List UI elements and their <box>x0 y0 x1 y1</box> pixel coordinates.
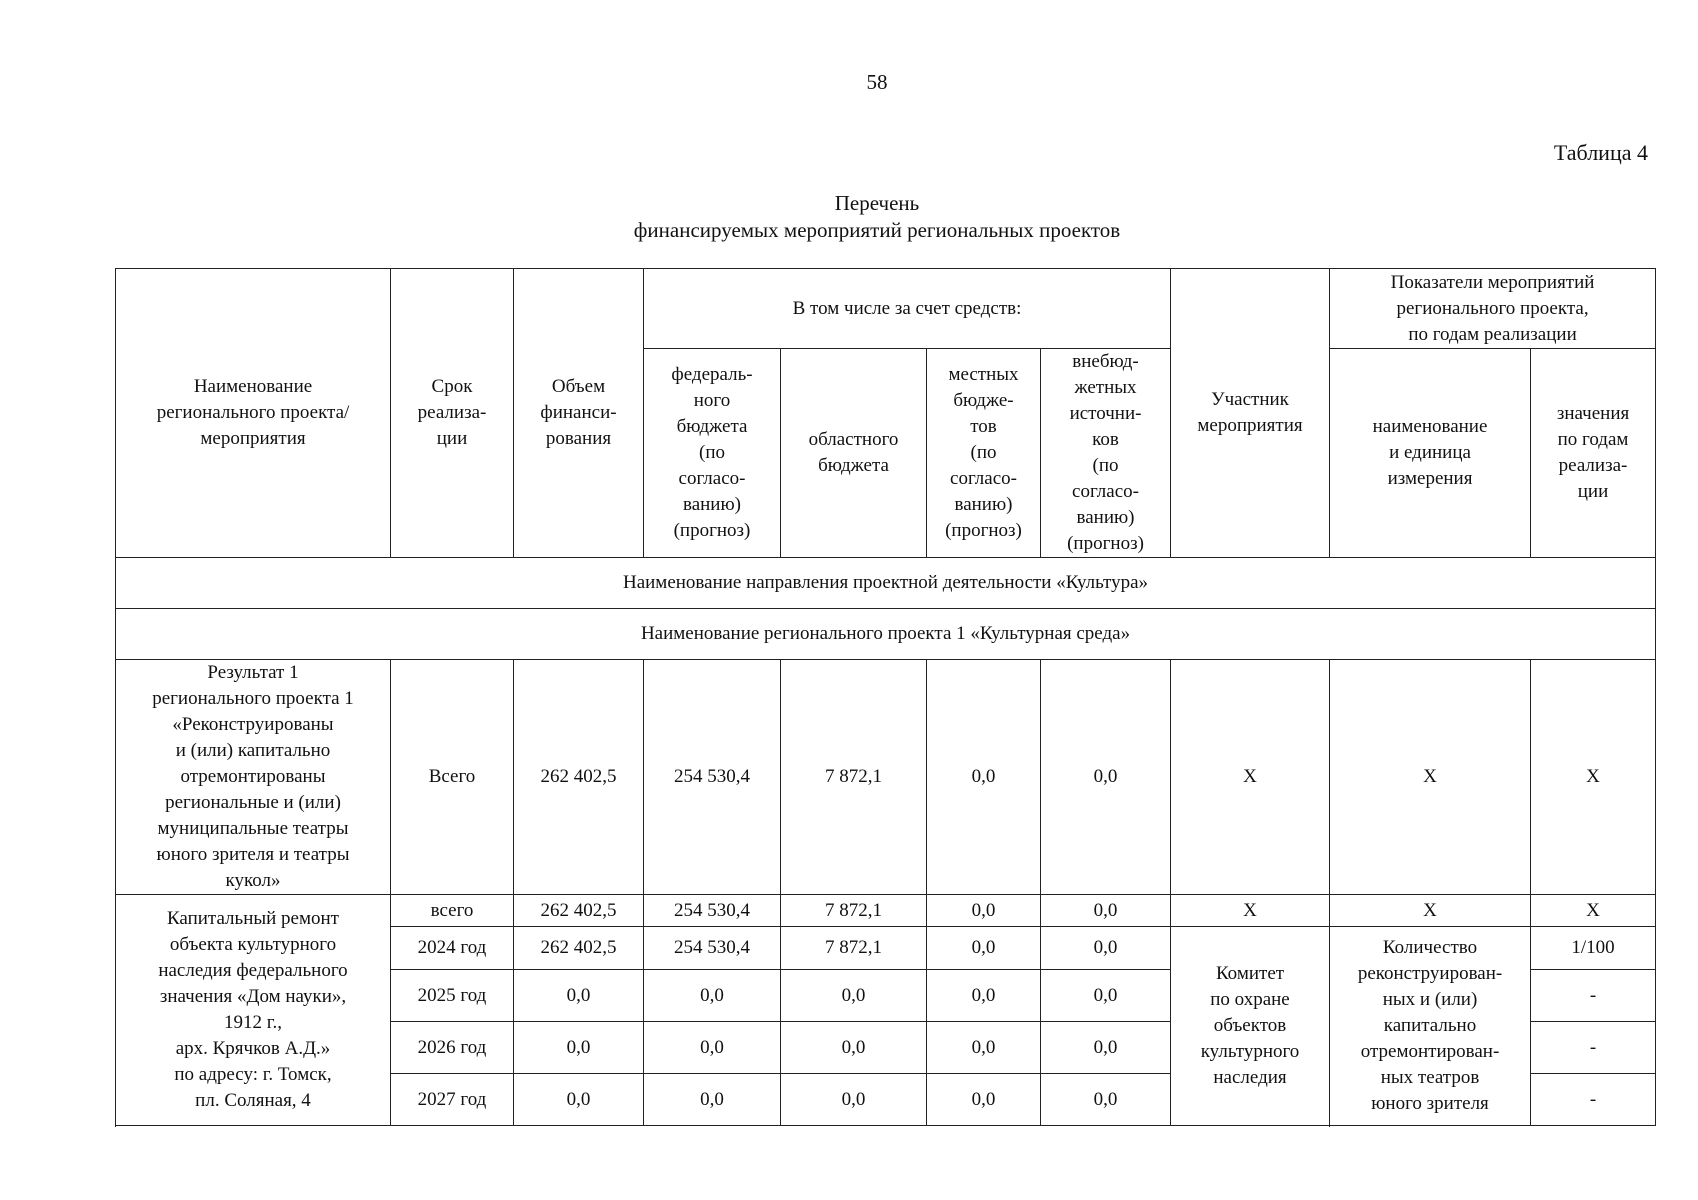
cell-line: реализа- <box>417 402 487 423</box>
header-offbudget <box>1041 349 1171 558</box>
header-row <box>116 269 1656 349</box>
cell-line: по охране <box>1210 989 1290 1010</box>
activity-volume: 262 402,5 <box>514 895 644 927</box>
activity-row <box>116 895 1656 927</box>
activity-federal: 0,0 <box>644 1074 781 1126</box>
header-indicators <box>1330 269 1656 349</box>
header-name <box>116 269 391 558</box>
cell-line: наследия федерального <box>158 960 348 981</box>
cell-line: и единица <box>1389 442 1471 463</box>
direction-title: Наименование направления проектной деятельности «Культура» <box>116 558 1656 609</box>
cell-line: внебюд- <box>1072 351 1139 372</box>
cell-line: бюдже- <box>953 390 1014 411</box>
cell-line: юного зрителя и театры <box>156 844 350 865</box>
activity-volume: 0,0 <box>514 1074 644 1126</box>
activity-volume: 262 402,5 <box>514 927 644 970</box>
cell-line: Количество <box>1382 937 1478 958</box>
cell-line: ного <box>693 390 731 411</box>
activity-offbudget: 0,0 <box>1041 1074 1171 1126</box>
cell-line: культурного <box>1200 1041 1300 1062</box>
activity-offbudget: 0,0 <box>1041 895 1171 927</box>
cell-line: (прогноз) <box>673 520 751 541</box>
financing-table <box>115 268 1656 1126</box>
header-participant <box>1171 269 1330 558</box>
cell-line: региональные и (или) <box>165 792 341 813</box>
activity-offbudget: 0,0 <box>1041 1022 1171 1074</box>
cell-line: Показатели мероприятий <box>1390 271 1595 293</box>
cell-line: Комитет <box>1215 963 1285 984</box>
header-local <box>927 349 1041 558</box>
cell-line: ных и (или) <box>1382 989 1478 1010</box>
cell-line: жетных <box>1074 377 1137 398</box>
result-row <box>116 660 1656 895</box>
cell-line: значения «Дом науки», <box>159 986 347 1007</box>
header-volume <box>514 269 644 558</box>
cell-line: объектов <box>1213 1015 1287 1036</box>
header-federal <box>644 349 781 558</box>
result-participant: Х <box>1171 660 1330 895</box>
cell-line: 1912 г., <box>224 1012 282 1033</box>
cell-line: источни- <box>1069 403 1142 424</box>
direction-row <box>116 558 1656 609</box>
cell-line: ванию) <box>954 494 1013 515</box>
cell-line: и (или) капитально <box>175 740 331 761</box>
title-line: финансируемых мероприятий региональных проектов <box>633 218 1121 242</box>
result-volume: 262 402,5 <box>514 660 644 895</box>
activity-federal: 254 530,4 <box>644 927 781 970</box>
result-term: Всего <box>391 660 514 895</box>
activity-regional: 0,0 <box>781 1022 927 1074</box>
cell-line: отремонтирован- <box>1360 1041 1500 1062</box>
activity-volume: 0,0 <box>514 1022 644 1074</box>
activity-local: 0,0 <box>927 927 1041 970</box>
title-line: Перечень <box>834 191 920 215</box>
cell-line: арх. Крячков А.Д.» <box>175 1038 331 1059</box>
table-label: Таблица 4 <box>1553 140 1648 165</box>
activity-federal: 0,0 <box>644 1022 781 1074</box>
cell-line: бюджета <box>818 455 889 476</box>
cell-line: ции <box>436 428 468 449</box>
cell-line: тов <box>970 416 997 437</box>
activity-term: 2027 год <box>391 1074 514 1126</box>
activity-local: 0,0 <box>927 895 1041 927</box>
cell-line: муниципальные театры <box>157 818 349 839</box>
cell-line: ции <box>1577 481 1609 502</box>
activity-regional: 7 872,1 <box>781 927 927 970</box>
cell-line: рования <box>545 428 612 449</box>
activity-indicator-description <box>1330 927 1531 1126</box>
page-number: 58 <box>866 70 888 94</box>
activity-local: 0,0 <box>927 1022 1041 1074</box>
cell-line: ных театров <box>1380 1067 1480 1088</box>
cell-line: Объем <box>551 376 606 397</box>
activity-indicator-value: - <box>1531 970 1656 1022</box>
cell-line: Участник <box>1211 389 1289 410</box>
cell-line: значения <box>1556 403 1630 424</box>
activity-offbudget: 0,0 <box>1041 927 1171 970</box>
activity-term: 2025 год <box>391 970 514 1022</box>
cell-line: капитально <box>1383 1015 1477 1036</box>
project-title: Наименование регионального проекта 1 «Культурная среда» <box>116 609 1656 660</box>
cell-line: отремонтированы <box>180 766 326 787</box>
cell-line: согласо- <box>1072 481 1139 502</box>
cell-line: регионального проекта/ <box>156 402 350 423</box>
activity-participant-name <box>1171 927 1330 1126</box>
cell-line: согласо- <box>678 468 746 489</box>
cell-line: ванию) <box>1076 507 1135 528</box>
table-title <box>0 190 1698 244</box>
activity-term: всего <box>391 895 514 927</box>
header-regional <box>781 349 927 558</box>
result-federal: 254 530,4 <box>644 660 781 895</box>
activity-federal: 0,0 <box>644 970 781 1022</box>
cell-line: реализа- <box>1558 455 1628 476</box>
activity-participant: Х <box>1171 895 1330 927</box>
cell-line: Капитальный ремонт <box>166 908 339 929</box>
cell-line: мероприятия <box>200 428 306 449</box>
cell-line: бюджета <box>676 416 748 437</box>
cell-line: областного <box>808 429 899 450</box>
result-offbudget: 0,0 <box>1041 660 1171 895</box>
cell-line: Срок <box>431 376 473 397</box>
cell-line: регионального проекта, <box>1396 297 1589 319</box>
cell-line: объекта культурного <box>169 934 337 955</box>
activity-volume: 0,0 <box>514 970 644 1022</box>
cell-line: пл. Соляная, 4 <box>195 1090 311 1111</box>
cell-line: (по <box>1092 455 1119 476</box>
result-indicator-name: Х <box>1330 660 1531 895</box>
activity-regional: 7 872,1 <box>781 895 927 927</box>
cell-line: ков <box>1092 429 1119 450</box>
cell-line: федераль- <box>671 364 753 385</box>
cell-line: Наименование <box>193 376 313 397</box>
header-indicator-values <box>1531 349 1656 558</box>
cell-line: регионального проекта 1 <box>152 688 354 709</box>
result-regional: 7 872,1 <box>781 660 927 895</box>
result-name <box>116 660 391 895</box>
activity-term: 2024 год <box>391 927 514 970</box>
cell-line: ванию) <box>682 494 741 515</box>
activity-local: 0,0 <box>927 1074 1041 1126</box>
activity-indicator-name: Х <box>1330 895 1531 927</box>
cell-line: местных <box>948 364 1019 385</box>
cell-line: кукол» <box>225 870 281 891</box>
cell-line: по адресу: г. Томск, <box>174 1064 332 1085</box>
cell-line: юного зрителя <box>1371 1093 1489 1114</box>
cell-line: наименование <box>1372 416 1488 437</box>
activity-local: 0,0 <box>927 970 1041 1022</box>
activity-regional: 0,0 <box>781 1074 927 1126</box>
activity-indicator-value: 1/100 <box>1531 927 1656 970</box>
cell-line: (по <box>699 442 725 463</box>
cell-line: (по <box>970 442 997 463</box>
cell-line: «Реконструированы <box>172 714 334 735</box>
cell-line: Результат 1 <box>207 662 299 683</box>
activity-regional: 0,0 <box>781 970 927 1022</box>
cell-line: реконструирован- <box>1357 963 1503 984</box>
activity-indicator-value: - <box>1531 1074 1656 1126</box>
result-local: 0,0 <box>927 660 1041 895</box>
cell-line: (прогноз) <box>945 520 1022 541</box>
activity-name <box>116 895 391 1126</box>
header-term <box>391 269 514 558</box>
activity-term: 2026 год <box>391 1022 514 1074</box>
activity-indicator-value: Х <box>1531 895 1656 927</box>
cell-line: наследия <box>1213 1067 1287 1088</box>
activity-federal: 254 530,4 <box>644 895 781 927</box>
header-indicator-name <box>1330 349 1531 558</box>
cell-line: по годам <box>1557 429 1629 450</box>
cell-line: по годам реализации <box>1408 323 1577 345</box>
activity-offbudget: 0,0 <box>1041 970 1171 1022</box>
cell-line: финанси- <box>540 402 617 423</box>
cell-line: согласо- <box>950 468 1017 489</box>
cell-line: измерения <box>1387 468 1473 489</box>
cell-line: мероприятия <box>1197 415 1303 436</box>
activity-indicator-value: - <box>1531 1022 1656 1074</box>
header-funding-sources: В том числе за счет средств: <box>644 269 1171 349</box>
project-row <box>116 609 1656 660</box>
cell-line: (прогноз) <box>1067 533 1144 554</box>
result-indicator-value: Х <box>1531 660 1656 895</box>
